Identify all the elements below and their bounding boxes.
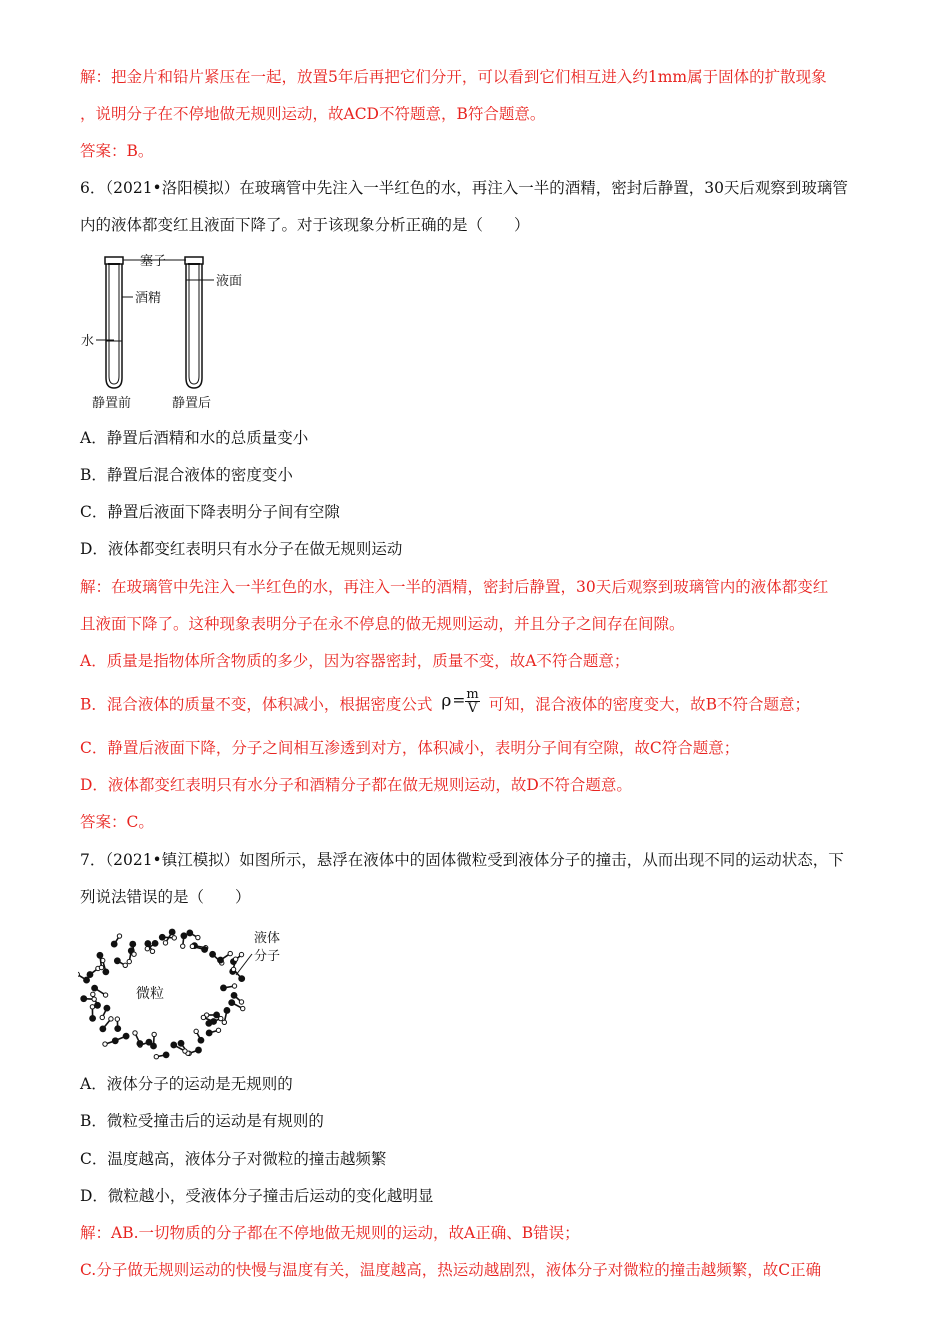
- liquid-molecule: [204, 1012, 220, 1019]
- liquid-molecule: [194, 1029, 204, 1044]
- label-water: 水: [81, 334, 95, 349]
- liquid-molecule: [220, 984, 237, 992]
- label-particle: 微粒: [136, 986, 164, 1002]
- label-molecule-1: 液体: [254, 931, 281, 946]
- q6-solution-d: D．液体都变红表明只有水分子和酒精分子都在做无规则运动，故D不符合题意。: [80, 776, 632, 794]
- liquid-molecule: [186, 930, 200, 940]
- q7-stem-line1: 7．（2021•镇江模拟）如图所示，悬浮在液体中的固体微粒受到液体分子的撞击，从而出现不同的运动状态，下: [80, 851, 844, 869]
- liquid-molecule: [103, 1037, 119, 1046]
- q6-answer: 答案：C。: [80, 813, 154, 831]
- q7-solution-ab: 解：AB.一切物质的分子都在不停地做无规则的运动，故A正确、B错误；: [80, 1224, 580, 1242]
- label-alcohol: 酒精: [135, 291, 162, 306]
- liquid-molecule: [133, 1031, 143, 1047]
- q5-answer: 答案：B。: [80, 142, 154, 160]
- q6-option-b: B．静置后混合液体的密度变小: [80, 466, 293, 484]
- formula-denominator: V: [467, 701, 478, 716]
- formula-rho: ρ: [441, 690, 452, 711]
- q5-solution-line2: ，说明分子在不停地做无规则运动，故ACD不符题意，B符合题意。: [80, 105, 546, 123]
- liquid-molecule: [205, 1016, 223, 1026]
- q7-solution-c: C.分子做无规则运动的快慢与温度有关，温度越高，热运动越剧烈，液体分子对微粒的撞击越频繁，故C正确: [80, 1261, 822, 1279]
- q6-solution-line1: 解：在玻璃管中先注入一半红色的水，再注入一半的酒精，密封后静置，30天后观察到玻璃管内的液体都变红: [80, 578, 829, 596]
- q6-option-d: D．液体都变红表明只有水分子在做无规则运动: [80, 540, 403, 558]
- q6-solution-c: C．静置后液面下降，分子之间相互渗透到对方，体积减小，表明分子间有空隙，故C符合题意；: [80, 739, 740, 757]
- label-stopper: 塞子: [140, 254, 167, 269]
- label-after: 静置后: [172, 396, 212, 411]
- label-surface: 液面: [216, 274, 243, 289]
- liquid-molecule: [114, 957, 128, 967]
- liquid-molecule: [87, 966, 101, 978]
- q6-solution-b: [80, 687, 811, 719]
- density-formula: [441, 688, 479, 715]
- q6-solution-a: A．质量是指物体所含物质的多少，因为容器密封，质量不变，故A不符合题意；: [80, 652, 630, 670]
- q5-solution-line1: 解：把金片和铅片紧压在一起，放置5年后再把它们分开，可以看到它们相互进入约1mm属于固体的扩散现象: [80, 68, 827, 86]
- q6-solution-b-after: 可知，混合液体的密度变大，故B不符合题意；: [488, 695, 811, 714]
- q6-option-a: A．静置后酒精和水的总质量变小: [80, 429, 309, 447]
- liquid-molecule: [206, 1028, 221, 1036]
- liquid-molecule: [114, 1017, 121, 1032]
- formula-eq: =: [452, 691, 466, 710]
- liquid-molecule: [222, 1007, 230, 1024]
- q6-solution-b-before: B．混合液体的质量不变，体积减小，根据密度公式: [80, 695, 433, 714]
- formula-numerator: m: [466, 687, 479, 702]
- test-tube-figure: [78, 250, 278, 415]
- q6-solution-line2: 且液面下降了。这种现象表明分子在永不停息的做无规则运动，并且分子之间存在间隙。: [80, 615, 685, 633]
- q7-stem-line2: 列说法错误的是（ ）: [80, 888, 251, 906]
- q6-option-c: C．静置后液面下降表明分子间有空隙: [80, 503, 340, 521]
- label-molecule-2: 分子: [254, 949, 281, 964]
- molecule-figure: [78, 920, 298, 1065]
- liquid-molecule: [111, 934, 122, 948]
- liquid-molecule: [180, 932, 187, 948]
- q7-option-a: A．液体分子的运动是无规则的: [80, 1075, 293, 1093]
- label-before: 静置前: [92, 396, 132, 411]
- q6-stem-line2: 内的液体都变红且液面下降了。对于该现象分析正确的是（ ）: [80, 216, 530, 234]
- liquid-molecule: [154, 1051, 169, 1058]
- q7-option-d: D．微粒越小，受液体分子撞击后运动的变化越明显: [80, 1187, 434, 1205]
- q6-stem-line1: 6．（2021•洛阳模拟）在玻璃管中先注入一半红色的水，再注入一半的酒精，密封后静置，30天后观察到玻璃管: [80, 179, 848, 197]
- q7-option-b: B．微粒受撞击后的运动是有规则的: [80, 1112, 324, 1130]
- q7-option-c: C．温度越高，液体分子对微粒的撞击越频繁: [80, 1150, 387, 1168]
